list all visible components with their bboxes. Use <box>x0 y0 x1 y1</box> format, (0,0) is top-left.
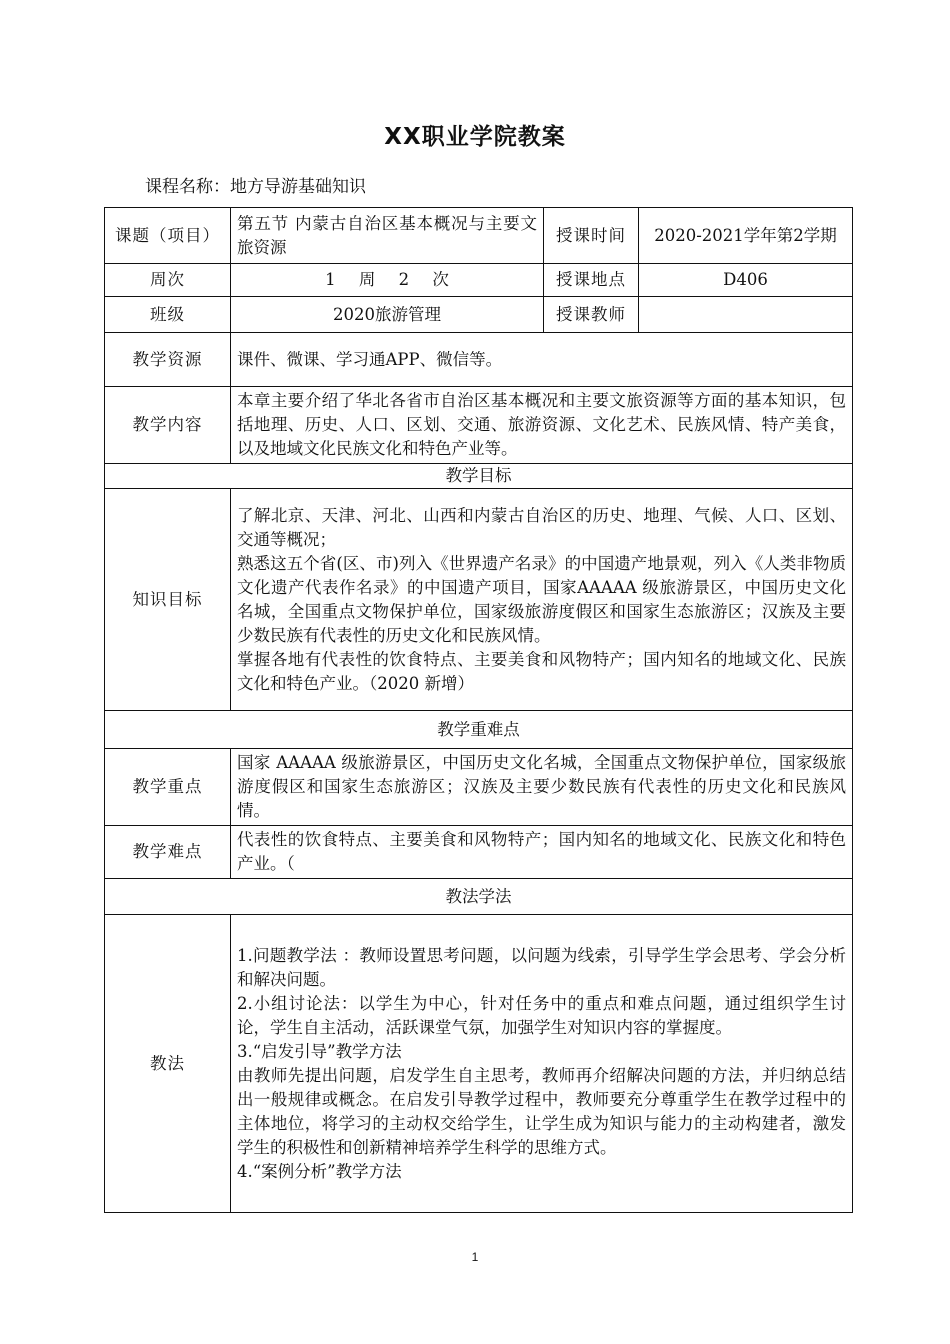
place-value: D406 <box>639 264 853 297</box>
knowledge-goal-p2: 熟悉这五个省(区、市)列入《世界遗产名录》的中国遗产地景观，列入《人类非物质文化遗产代表作名录》的中国遗产项目，国家AAAAA 级旅游景区，中国历史文化名城，全国重点文物保护单位，国家级旅游度假区和国家生态旅游区；汉族及主要少数民族有代表性的历史文化和民族风情。 <box>237 553 846 645</box>
week-value: 1 周 2 次 <box>231 264 544 297</box>
key-points-header: 教学重难点 <box>105 711 853 749</box>
course-name: 课程名称：地方导游基础知识 <box>145 177 366 197</box>
focus-value: 国家 AAAAA 级旅游景区，中国历史文化名城，全国重点文物保护单位，国家级旅游度假区和国家生态旅游区；汉族及主要少数民族有代表性的历史文化和民族风情。 <box>231 749 853 826</box>
methods-value <box>231 915 853 1213</box>
knowledge-goal-value <box>231 489 853 711</box>
methods-header: 教法学法 <box>105 879 853 915</box>
method-1: 1.问题教学法 ：教师设置思考问题，以问题为线索，引导学生学会思考、学会分析和解决问题。 <box>237 945 846 989</box>
lesson-plan-table <box>104 207 853 1213</box>
resource-label: 教学资源 <box>105 333 231 387</box>
teacher-value <box>639 297 853 333</box>
teacher-label: 授课教师 <box>544 297 639 333</box>
difficulty-label: 教学难点 <box>105 826 231 879</box>
topic-value: 第五节 内蒙古自治区基本概况与主要文旅资源 <box>231 208 544 264</box>
content-label: 教学内容 <box>105 387 231 464</box>
topic-label: 课题（项目） <box>105 208 231 264</box>
knowledge-goal-p1: 了解北京、天津、河北、山西和内蒙古自治区的历史、地理、气候、人口、区划、交通等概况； <box>237 505 846 549</box>
knowledge-goal-label: 知识目标 <box>105 489 231 711</box>
focus-label: 教学重点 <box>105 749 231 826</box>
place-label: 授课地点 <box>544 264 639 297</box>
class-value: 2020旅游管理 <box>231 297 544 333</box>
knowledge-goal-p3: 掌握各地有代表性的饮食特点、主要美食和风物特产；国内知名的地域文化、民族文化和特色产业。（2020 新增） <box>237 649 846 693</box>
class-label: 班级 <box>105 297 231 333</box>
method-2: 2.小组讨论法：以学生为中心，针对任务中的重点和难点问题，通过组织学生讨论，学生自主活动，活跃课堂气氛，加强学生对知识内容的掌握度。 <box>237 993 846 1037</box>
difficulty-value: 代表性的饮食特点、主要美食和风物特产；国内知名的地域文化、民族文化和特色产业。（ <box>231 826 853 879</box>
document-title: XX职业学院教案 <box>384 124 566 150</box>
time-value: 2020-2021学年第2学期 <box>639 208 853 264</box>
week-label: 周次 <box>105 264 231 297</box>
method-3-body: 由教师先提出问题，启发学生自主思考，教师再介绍解决问题的方法，并归纳总结出一般规律或概念。在启发引导教学过程中，教师要充分尊重学生在教学过程中的主体地位，将学习的主动权交给学生，让学生成为知识与能力的主动构建者，激发学生的积极性和创新精神培养学生科学的思维方式。 <box>237 1065 846 1157</box>
resource-value: 课件、微课、学习通APP、微信等。 <box>231 333 853 387</box>
content-value: 本章主要介绍了华北各省市自治区基本概况和主要文旅资源等方面的基本知识，包括地理、历史、人口、区划、交通、旅游资源、文化艺术、民族风情、特产美食，以及地域文化民族文化和特色产业等。 <box>231 387 853 464</box>
goals-header: 教学目标 <box>105 464 853 489</box>
page-number: 1 <box>471 1250 479 1264</box>
time-label: 授课时间 <box>544 208 639 264</box>
method-4: 4.“案例分析”教学方法 <box>237 1161 402 1181</box>
method-3: 3.“启发引导”教学方法 <box>237 1041 402 1061</box>
methods-label: 教法 <box>105 915 231 1213</box>
